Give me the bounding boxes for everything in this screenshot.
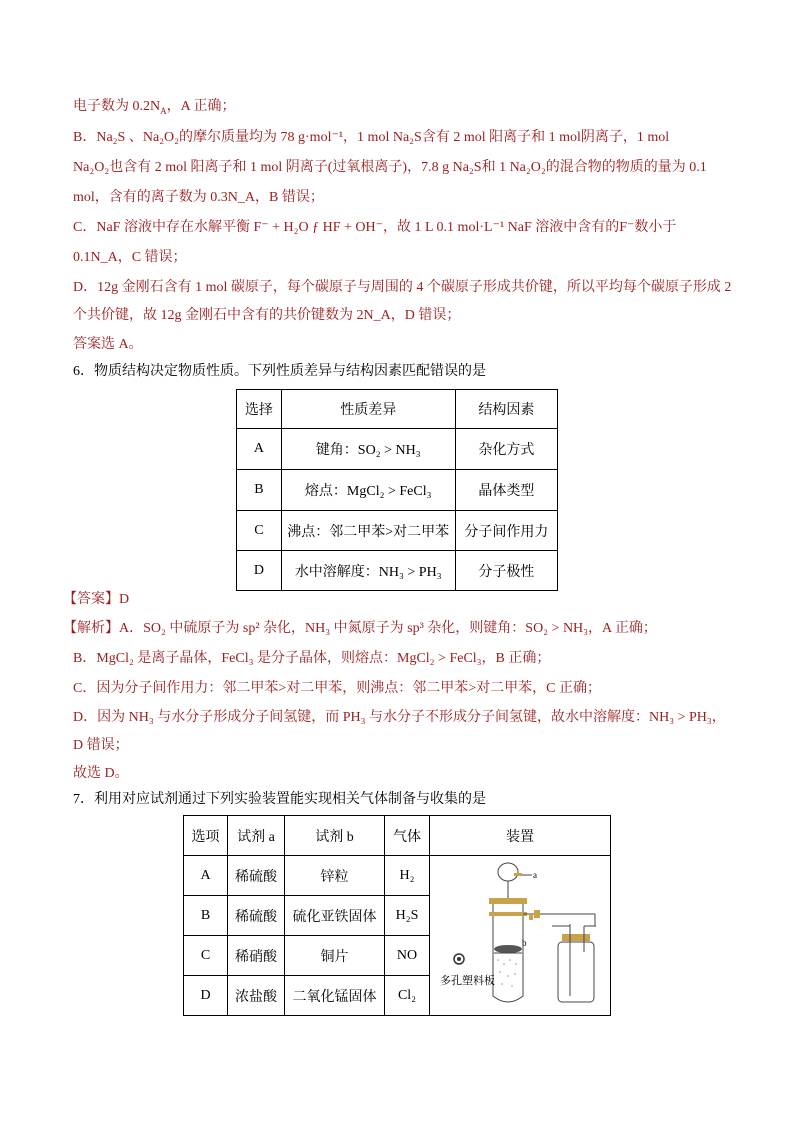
label-porous-plate: 多孔塑料板 [440, 975, 495, 987]
table-cell: Cl₂ [385, 976, 430, 1016]
q6-answer: 【答案】D [63, 592, 130, 607]
table-header-cell: 选项 [184, 816, 228, 856]
delivery-tube [523, 914, 595, 926]
table-cell: D [184, 976, 228, 1016]
tube-stopper [489, 898, 527, 904]
label-b: b [522, 938, 527, 948]
gas-apparatus-diagram [430, 856, 610, 1016]
collection-bottle [558, 942, 594, 1002]
explanation-line-2: B．Na₂S 、Na₂O₂的摩尔质量均为 78 g·mol⁻¹，1 mol Na₂S含有 2 mol 阳离子和 1 mol阴离子，1 mol [73, 130, 670, 145]
explanation-line-8: 个共价键，故 12g 金刚石中含有的共价键数为 2N_A，D 错误； [73, 308, 461, 323]
table-cell: 沸点：邻二甲苯>对二甲苯 [281, 511, 455, 551]
table-header-cell: 气体 [385, 816, 430, 856]
table-header-row [184, 816, 611, 856]
table-cell: 水中溶解度：NH₃ > PH₃ [281, 551, 455, 591]
table-row [237, 470, 558, 511]
tube-clip [534, 910, 540, 918]
explanation-line-5: C．NaF 溶液中存在水解平衡 F⁻ + H₂O ƒ HF + OH⁻，故 1 L 0.1 mol·L⁻¹ NaF 溶液中含有的F⁻数小于 [73, 220, 677, 235]
explanation-line-7: D．12g 金刚石含有 1 mol 碳原子，每个碳原子与周围的 4 个碳原子形成共价键，所以平均每个碳原子形成 2 [73, 280, 732, 295]
table-cell: H₂ [385, 856, 430, 896]
table-header-cell: 试剂 b [285, 816, 385, 856]
table-cell: 键角：SO₂ > NH₃ [281, 429, 455, 470]
table-cell: H₂S [385, 896, 430, 936]
table-row [237, 551, 558, 591]
q6-analysis-4: D．因为 NH₃ 与水分子形成分子间氢键，而 PH₃ 与水分子不形成分子间氢键，故水中溶解度：NH₃ > PH₃， [73, 710, 726, 725]
table-header-cell: 试剂 a [228, 816, 285, 856]
explanation-line-6: 0.1N_A，C 错误； [73, 250, 187, 265]
table-cell: 分子间作用力 [455, 511, 557, 551]
table-cell: 锌粒 [285, 856, 385, 896]
table-cell: 浓盐酸 [228, 976, 285, 1016]
table-cell: A [237, 429, 282, 470]
table-cell: A [184, 856, 228, 896]
table-header-cell: 选择 [237, 390, 282, 429]
table-cell: 晶体类型 [455, 470, 557, 511]
q6-analysis-2: B．MgCl₂ 是离子晶体，FeCl₃ 是分子晶体，则熔点：MgCl₂ > FeCl₃，B 正确； [73, 651, 551, 666]
table-header-cell: 性质差异 [281, 390, 455, 429]
table-cell: C [237, 511, 282, 551]
table-cell: 稀硝酸 [228, 936, 285, 976]
q6-analysis-3: C．因为分子间作用力：邻二甲苯>对二甲苯，则沸点：邻二甲苯>对二甲苯，C 正确； [73, 681, 601, 696]
label-a: a [533, 870, 537, 880]
solid-reagent [494, 945, 522, 953]
table-cell: 稀硫酸 [228, 896, 285, 936]
q7-stem: 7．利用对应试剂通过下列实验装置能实现相关气体制备与收集的是 [73, 792, 486, 807]
q6-analysis-5: D 错误； [73, 738, 129, 753]
table-header-cell: 装置 [430, 816, 611, 856]
table-cell: 稀硫酸 [228, 856, 285, 896]
table-header-row [237, 390, 558, 429]
table-cell: 分子极性 [455, 551, 557, 591]
explanation-line-3: Na₂O₂也含有 2 mol 阳离子和 1 mol 阴离子(过氧根离子)，7.8 g Na₂S和 1 Na₂O₂的混合物的物质的量为 0.1 [73, 160, 707, 175]
funnel-bulb [498, 863, 518, 881]
bottle-stopper [562, 934, 590, 941]
table-cell: 硫化亚铁固体 [285, 896, 385, 936]
table-cell: NO [385, 936, 430, 976]
q6-analysis-1: 【解析】A．SO₂ 中硫原子为 sp² 杂化，NH₃ 中氮原子为 sp³ 杂化，则键角：SO₂ > NH₃，A 正确； [63, 621, 657, 636]
table-row [237, 429, 558, 470]
answer-line: 答案选 A。 [73, 337, 143, 352]
funnel-stopcock [514, 873, 522, 876]
q6-table [236, 389, 558, 591]
table-cell: C [184, 936, 228, 976]
table-cell: B [184, 896, 228, 936]
table-cell: 铜片 [285, 936, 385, 976]
explanation-line-1: 电子数为 $0.2N_A$，A 正确； [73, 99, 236, 116]
explanation-line-4: mol，含有的离子数为 0.3N_A，B 错误； [73, 190, 324, 205]
table-cell: D [237, 551, 282, 591]
table-header-cell: 结构因素 [455, 390, 557, 429]
table-cell: 杂化方式 [455, 429, 557, 470]
table-cell: B [237, 470, 282, 511]
table-row [237, 511, 558, 551]
tube-clamp [489, 912, 527, 916]
q6-stem: 6．物质结构决定物质性质。下列性质差异与结构因素匹配错误的是 [73, 364, 486, 379]
table-cell: 二氧化锰固体 [285, 976, 385, 1016]
q6-analysis-6: 故选 D。 [73, 766, 129, 781]
table-cell: 熔点：MgCl₂ > FeCl₃ [281, 470, 455, 511]
